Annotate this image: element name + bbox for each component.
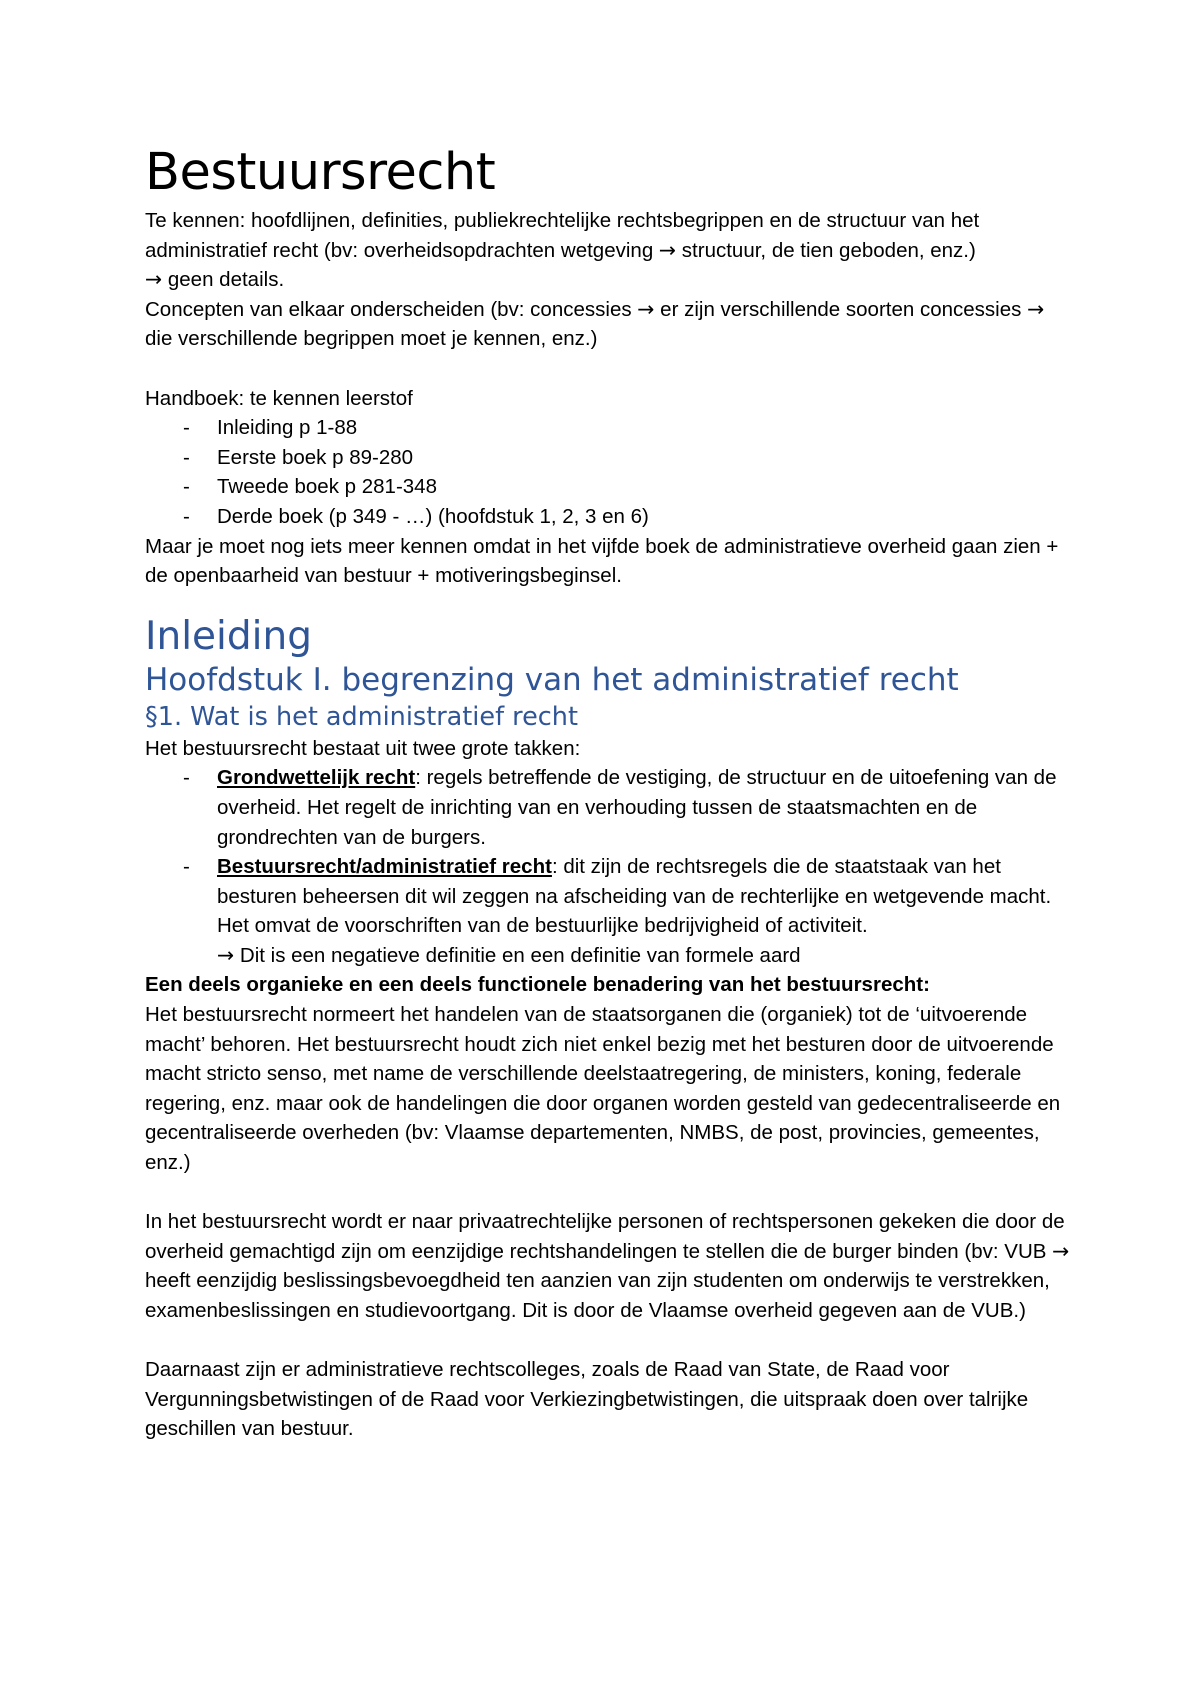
paragraph: Daarnaast zijn er administratieve rechtscolleges, zoals de Raad van State, de Raad voor Vergunningsbetwistingen of de Raad voor Verkiezingbetwistingen, die uitspraak doen over talrijke geschillen van bestuur.: [145, 1358, 1029, 1441]
list-item-text: Inleiding p 1-88: [217, 416, 358, 440]
document-page: [145, 140, 1075, 1444]
intro-details: [145, 265, 1075, 295]
paragraph: Het bestuursrecht normeert het handelen van de staatsorganen die (organiek) tot de ‘uitvoerende macht’ behoren. Het bestuursrecht houdt zich niet enkel bezig met het besturen door de uitvoerende macht stricto senso, met name de verschillende deelstaatregering, de ministers, koning, federale regering, enz. maar ook de handelingen die door organen worden gesteld van gedecentraliseerde en gecentraliseerde overheden (bv: Vlaamse departementen, NMBS, de post, provincies, gemeentes, enz.): [145, 1003, 1061, 1175]
heading-2: Hoofdstuk I. begrenzing van het administratief recht: [145, 661, 959, 698]
list-item-text: Tweede boek p 281-348: [217, 475, 437, 499]
dash-bullet: -: [183, 475, 190, 499]
intro-text: Te kennen: hoofdlijnen, definities, publiekrechtelijke rechtsbegrippen en de structuur van het administratief recht (bv: overheidsopdrachten wetgeving: [145, 209, 980, 262]
list-item-text: Eerste boek p 89-280: [217, 445, 414, 469]
concepts-paragraph: [145, 295, 1075, 354]
list-item: [145, 413, 1075, 443]
arrow-icon: →: [217, 942, 235, 967]
spacer: [145, 354, 1075, 384]
details-text: geen details.: [162, 268, 285, 292]
intro-paragraph: [145, 206, 1075, 265]
spacer: [145, 1326, 1075, 1356]
heading-1: Inleiding: [145, 613, 312, 659]
arrow-icon: →: [145, 267, 163, 292]
handbook-list: [145, 413, 1075, 531]
arrow-icon: →: [1027, 296, 1045, 321]
spacer: [145, 1178, 1075, 1208]
concepts-text-mid: er zijn verschillende soorten concessies: [654, 297, 1028, 321]
concepts-text: Concepten van elkaar onderscheiden (bv: concessies: [145, 297, 638, 321]
definition-note: Dit is een negatieve definitie en een definitie van formele aard: [234, 943, 801, 967]
list-item: [145, 443, 1075, 473]
dash-bullet: -: [183, 504, 190, 528]
paragraph-text: In het bestuursrecht wordt er naar privaatrechtelijke personen of rechtspersonen gekeken die door de overheid gemachtigd zijn om eenzijdige rechtshandelingen te stellen die de burger binden (bv: VUB: [145, 1210, 1065, 1263]
term: Bestuursrecht/administratief recht: [217, 855, 552, 879]
heading-3: §1. Wat is het administratief recht: [145, 701, 578, 732]
bold-heading: [145, 970, 1075, 1000]
handbook-heading: Handboek: te kennen leerstof: [145, 386, 413, 410]
list-item: [145, 472, 1075, 502]
arrow-icon: →: [637, 296, 655, 321]
branches-intro: Het bestuursrecht bestaat uit twee grote takken:: [145, 736, 581, 760]
dash-bullet: -: [183, 766, 190, 790]
list-item: [145, 502, 1075, 532]
document-title: Bestuursrecht: [145, 143, 496, 202]
bold-heading-text: Een deels organieke en een deels functionele benadering van het bestuursrecht: [145, 973, 924, 997]
list-item-text: Derde boek (p 349 - …) (hoofdstuk 1, 2, 3 en 6): [217, 504, 649, 528]
term-definition: : dit zijn de rechtsregels die de staatstaak van het besturen beheersen dit wil zeggen na afscheiding van de rechterlijke en wetgevende macht. Het omvat de voorschriften van de bestuurlijke bedrijvigheid of activiteit.: [217, 855, 1052, 938]
dash-bullet: -: [183, 855, 190, 879]
term: Grondwettelijk recht: [217, 766, 416, 790]
bold-heading-colon: :: [923, 973, 930, 997]
list-item: [145, 763, 1075, 852]
paragraph: [145, 1207, 1075, 1325]
term-definition: : regels betreffende de vestiging, de structuur en de uitoefening van de overheid. Het regelt de inrichting van en verhouding tussen de staatsmachten en de grondrechten van de burgers.: [217, 766, 1057, 849]
paragraph-text-cont: heeft eenzijdig beslissingsbevoegdheid ten aanzien van zijn studenten om onderwijs te verstrekken, examenbeslissingen en studievoortgang. Dit is door de Vlaamse overheid gegeven aan de VUB.): [145, 1269, 1050, 1322]
intro-text-cont: structuur, de tien geboden, enz.): [676, 238, 976, 262]
arrow-icon: →: [658, 237, 677, 262]
dash-bullet: -: [183, 416, 190, 440]
list-item: [145, 852, 1075, 970]
branches-list: [145, 763, 1075, 970]
dash-bullet: -: [183, 445, 190, 469]
arrow-icon: →: [1052, 1238, 1070, 1263]
handbook-note: Maar je moet nog iets meer kennen omdat in het vijfde boek de administratieve overheid gaan zien + de openbaarheid van bestuur + motiveringsbeginsel.: [145, 534, 1059, 588]
concepts-text-end: die verschillende begrippen moet je kennen, enz.): [145, 327, 598, 351]
